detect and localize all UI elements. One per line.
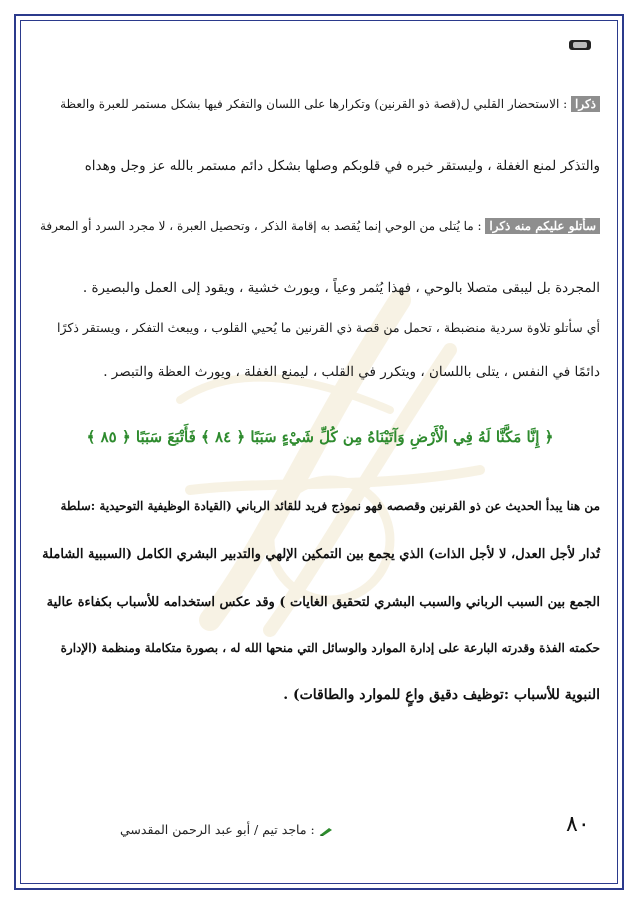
paragraph-line-2: والتذكر لمنع الغفلة ، وليستقر خبره في قلوبكم وصلها بشكل دائم مستمر بالله عز وجل وهداه — [84, 158, 600, 174]
body-line-5: النبوية للأسباب :توظيف دقيق واعٍ للموارد والطاقات) . — [283, 687, 600, 703]
highlight-label-dhikra: ذكرا — [571, 96, 600, 112]
paragraph-line-6: دائمًا في النفس ، يتلى باللسان ، ويتكرر في القلب ، ليمنع الغفلة ، ويورث العظة والتبصر . — [103, 364, 600, 380]
body-line-2: تُدار لأجل العدل، لا لأجل الذات) الذي يجمع بين التمكين الإلهي والتدبير البشري الكامل (السببية الشاملة — [42, 547, 600, 562]
paragraph-line-4: المجردة بل ليبقى متصلا بالوحي ، فهذا يُثمر وعياً ، ويورث خشية ، ويقود إلى العمل والبصيرة . — [82, 280, 600, 296]
book-logo-icon — [568, 38, 592, 52]
paragraph-line-1 — [40, 98, 600, 110]
body-line-3: الجمع بين السبب الرباني والسبب البشري لتحقيق الغايات ) وقد عكس استخدامه للأسباب بكفاءة عالية — [46, 595, 600, 610]
author-name: : ماجد تيم / أبو عبد الرحمن المقدسي — [120, 822, 315, 837]
body-line-1: من هنا يبدأ الحديث عن ذو القرنين وقصصه فهو نموذج فريد للقائد الرباني (القيادة الوظيفية التوحيدية :سلطة — [60, 499, 600, 513]
line-1-text: : الاستحضار القلبي ل(قصة ذو القرنين) وتكرارها على اللسان والتفكر فيها بشكل مستمر للعبرة والعظة — [60, 97, 568, 111]
line-3-text: : ما يُتلى من الوحي إنما يُقصد به إقامة الذكر ، وتحصيل العبرة ، لا مجرد السرد أو المعرفة — [39, 219, 482, 233]
paragraph-line-3 — [40, 220, 600, 232]
pen-icon — [319, 826, 333, 836]
quran-verse: ﴿ إِنَّا مَكَّنَّا لَهُ فِي الْأَرْضِ وَآتَيْنَاهُ مِن كُلِّ شَيْءٍ سَبَبًا ﴿ ٨٤ ﴾ فَأَتْبَعَ سَبَبًا ﴿ ٨٥ ﴾ — [86, 428, 554, 446]
body-line-4: حكمته الفذة وقدرته البارعة على إدارة الموارد والوسائل التي منحها الله له ، بصورة متكاملة ومنظمة (الإدارة — [60, 641, 600, 655]
paragraph-line-5: أي سأتلو تلاوة سردية منضبطة ، تحمل من قصة ذي القرنين ما يُحيي القلوب ، ويبعث التفكر ، ويستقر ذكرًا — [57, 320, 600, 335]
page-number: ٨٠ — [566, 812, 590, 837]
highlight-label-verse-quote: سأتلو عليكم منه ذكرا — [485, 218, 600, 234]
author-signature — [120, 822, 333, 837]
page-frame-inner — [20, 20, 618, 884]
